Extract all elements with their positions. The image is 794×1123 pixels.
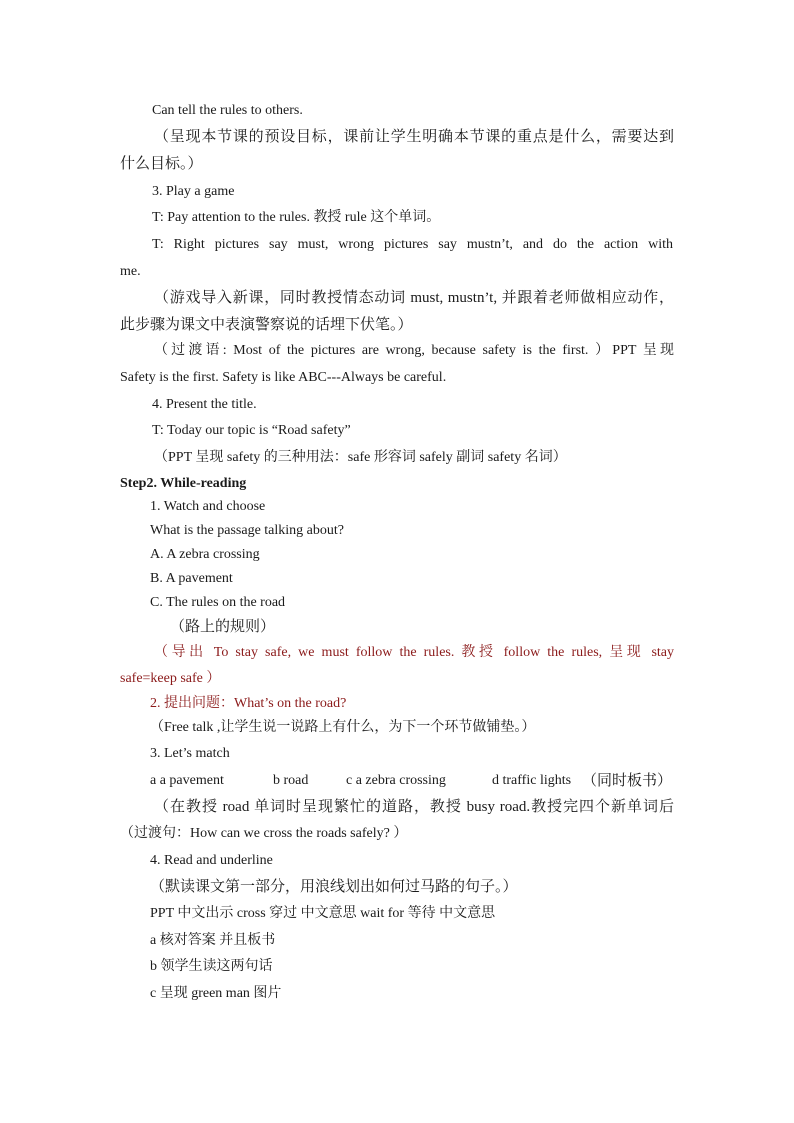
option-b: B. A pavement — [150, 571, 233, 586]
step-play-game: 3. Play a game — [152, 184, 235, 199]
game-note-line-2: 此步骤为课文中表演警察说的话埋下伏笔。） — [120, 317, 413, 333]
free-talk-note: （Free talk ,让学生说一说路上有什么，为下一个环节做铺垫。） — [150, 720, 536, 735]
step2-heading: Step2. While-reading — [120, 476, 247, 491]
step-present-title: 4. Present the title. — [152, 397, 257, 412]
road-note-line-1: （在教授 road 单词时呈现繁忙的道路，教授 busy road.教授完四个新单词后 — [154, 799, 674, 815]
road-note-line-2: （过渡句：How can we cross the roads safely? ） — [120, 826, 408, 841]
ppt-meanings: PPT 中文出示 cross 穿过 中文意思 wait for 等待 中文意思 — [150, 906, 496, 921]
watch-choose: 1. Watch and choose — [150, 499, 266, 514]
lets-match: 3. Let’s match — [150, 746, 230, 761]
option-c: C. The rules on the road — [150, 595, 286, 610]
sub-step-c: c 呈现 green man 图片 — [150, 986, 282, 1001]
game-note-line-1: （游戏导入新课，同时教授情态动词 must, mustn’t, 并跟着老师做相应动作， — [154, 290, 674, 306]
match-option-d: d traffic lights — [492, 773, 572, 788]
teacher-topic-line: T: Today our topic is “Road safety” — [152, 423, 351, 438]
teacher-line-2: T: Right pictures say must, wrong pictures say mustn’t, and do the action with — [152, 237, 673, 252]
sub-step-b: b 领学生读这两句话 — [150, 959, 273, 974]
goal-note-line-1: （呈现本节课的预设目标，课前让学生明确本节课的重点是什么，需要达到 — [154, 129, 674, 145]
read-underline: 4. Read and underline — [150, 853, 273, 868]
goal-line: Can tell the rules to others. — [152, 103, 303, 118]
question-road: 2. 提出问题：What’s on the road? — [150, 696, 347, 711]
match-options-row — [150, 771, 680, 791]
match-option-a: a a pavement — [150, 773, 224, 788]
export-line-1: （导出 To stay safe, we must follow the rules. 教授 follow the rules, 呈现 stay — [154, 645, 674, 660]
read-note: （默读课文第一部分，用浪线划出如何过马路的句子。） — [150, 879, 518, 895]
transition-line-1: （过渡语: Most of the pictures are wrong, because safety is the first. ）PPT 呈现 — [154, 343, 674, 358]
option-a: A. A zebra crossing — [150, 547, 260, 562]
goal-note-line-2: 什么目标。） — [120, 156, 203, 172]
match-option-c: c a zebra crossing — [346, 773, 446, 788]
transition-line-2: Safety is the first. Safety is like ABC---Always be careful. — [120, 370, 447, 385]
teacher-line-2-cont: me. — [120, 264, 141, 279]
safety-usage-note: （PPT 呈现 safety 的三种用法：safe 形容词 safely 副词 safety 名词） — [154, 450, 567, 465]
teacher-line-1: T: Pay attention to the rules. 教授 rule 这个单词。 — [152, 210, 441, 225]
match-option-b: b road — [273, 773, 309, 788]
question-passage: What is the passage talking about? — [150, 523, 344, 538]
sub-step-a: a 核对答案 并且板书 — [150, 933, 276, 948]
export-line-2: safe=keep safe ） — [120, 671, 221, 686]
board-note: （同时板书） — [582, 773, 673, 789]
option-c-translation: （路上的规则） — [170, 619, 276, 635]
